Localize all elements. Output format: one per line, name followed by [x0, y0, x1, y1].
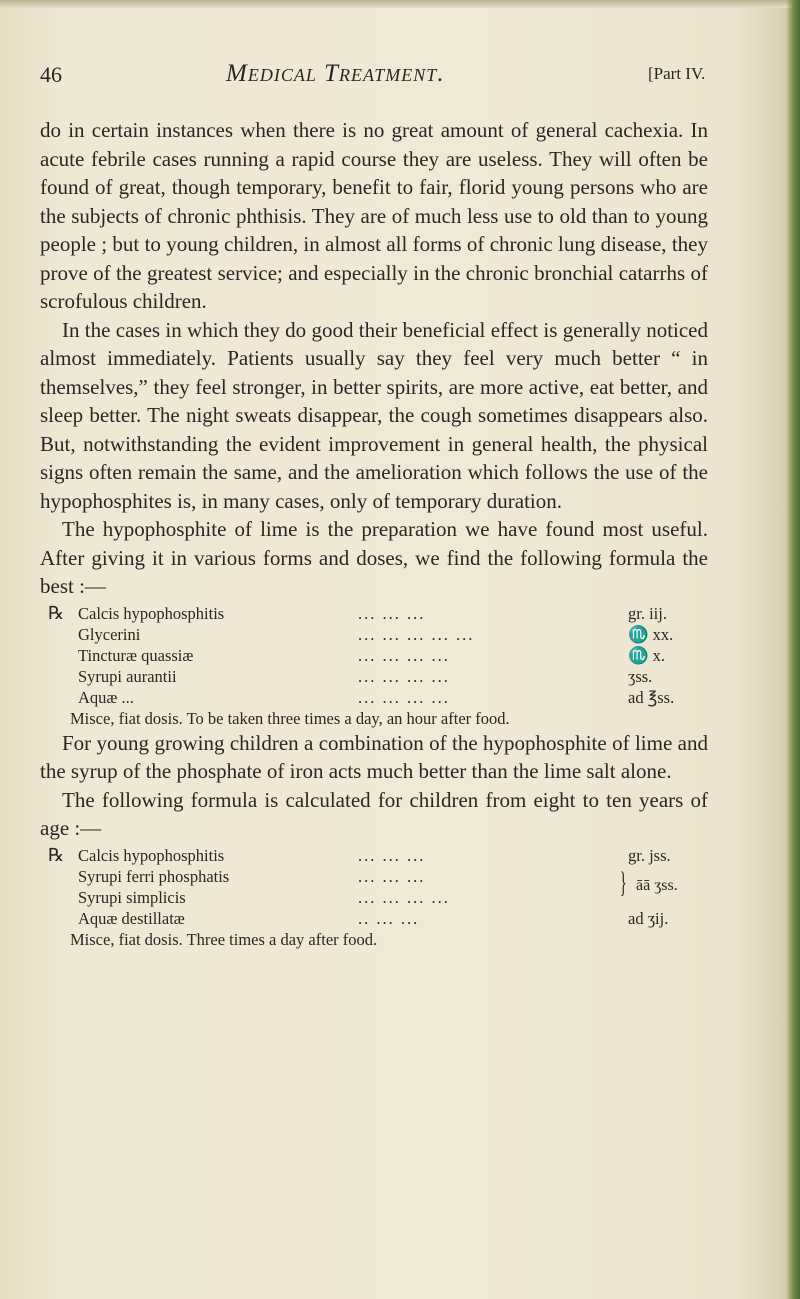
paragraph-beneficial-effect: In the cases in which they do good their beneficial effect is generally noticed almost immediately. Patients usually say they feel very much better “ in themselves,” they feel stronger, in better spirits, are more active, eat better, and sleep better. The night sweats disappear, the cough sometimes disappears also. But, notwithstanding the evident improvement in general health, the physical signs often remain the same, and the amelioration which follows the use of the hypophosphites is, in many cases, only of temporary duration. — [40, 317, 708, 513]
ingredient-dose: ad ℥ss. — [628, 687, 675, 707]
prescription-2 — [40, 845, 708, 929]
prescription-row — [40, 887, 708, 908]
running-title: Medical Treatment. — [226, 60, 445, 87]
paragraph-hypophosphite-lime: The hypophosphite of lime is the preparation we have found most useful. After giving it in various forms and doses, we find the following formula the best :— — [40, 517, 708, 598]
ingredient-dose: ad ʒij. — [628, 908, 669, 928]
ingredient-dose: ♏ xx. — [628, 624, 674, 644]
ingredient-name: Tincturæ quassiæ — [78, 645, 194, 665]
prescription-row — [40, 624, 708, 645]
prescription-row — [40, 603, 708, 624]
ingredient-name: Syrupi simplicis — [78, 887, 186, 907]
ingredient-dose: gr. iij. — [628, 603, 667, 623]
paragraph-formula-children: The following formula is calculated for children from eight to ten years of age :— — [40, 787, 708, 840]
rx-symbol: ℞ — [48, 602, 65, 623]
prescription-row — [40, 908, 708, 929]
part-label: [Part IV. — [648, 64, 706, 83]
leader-dots: ... ... ... — [358, 845, 426, 865]
ingredient-name: Syrupi ferri phosphatis — [78, 866, 230, 886]
brace-symbol: } — [619, 865, 627, 899]
ingredient-name: Syrupi aurantii — [78, 666, 177, 686]
ingredient-dose: gr. jss. — [628, 845, 671, 865]
body-text — [40, 116, 708, 950]
running-header — [40, 60, 750, 92]
prescription-row — [40, 666, 708, 687]
page-top-edge — [0, 0, 800, 8]
combined-dose: āā ʒss. — [636, 876, 678, 894]
ingredient-dose: ♏ x. — [628, 645, 666, 665]
ingredient-dose: ʒss. — [628, 666, 653, 686]
paragraph-continuation: do in certain instances when there is no great amount of general cachexia. In acute febrile cases running a rapid course they are useless. They will often be found of great, though temporary, benefit to fair, florid young persons who are the subjects of chronic phthisis. They are of much less use to old than to young people ; but to young children, in almost all forms of chronic lung disease, they prove of the greatest service; and especially in the chronic bronchial catarrhs of scrofulous children. — [40, 118, 708, 313]
prescription-row — [40, 845, 708, 866]
ingredient-name: Calcis hypophosphitis — [78, 603, 225, 623]
ingredient-name: Aquæ ... — [78, 687, 134, 707]
ingredient-name: Calcis hypophosphitis — [78, 845, 225, 865]
leader-dots: ... ... ... ... — [358, 887, 450, 907]
prescription-row — [40, 866, 708, 887]
ingredient-name: Aquæ destillatæ — [78, 908, 185, 928]
paragraph-young-children: For young growing children a combination of the hypophosphite of lime and the syrup of the phosphate of iron acts much better than the lime salt alone. — [40, 730, 708, 783]
prescription-row — [40, 687, 708, 708]
ingredient-name: Glycerini — [78, 624, 141, 644]
leader-dots: .. ... ... — [358, 908, 420, 928]
prescription-2-directions: Misce, fiat dosis. Three times a day after food. — [70, 929, 378, 949]
prescription-row — [40, 645, 708, 666]
leader-dots: ... ... ... — [358, 866, 426, 886]
leader-dots: ... ... ... — [358, 603, 426, 623]
prescription-1 — [40, 603, 708, 708]
leader-dots: ... ... ... ... ... — [358, 624, 475, 644]
page-number: 46 — [40, 62, 62, 87]
leader-dots: ... ... ... ... — [358, 687, 450, 707]
prescription-1-directions: Misce, fiat dosis. To be taken three times a day, an hour after food. — [70, 708, 510, 728]
leader-dots: ... ... ... ... — [358, 645, 450, 665]
leader-dots: ... ... ... ... — [358, 666, 450, 686]
book-spine-edge — [786, 0, 800, 1299]
rx-symbol: ℞ — [48, 844, 65, 865]
